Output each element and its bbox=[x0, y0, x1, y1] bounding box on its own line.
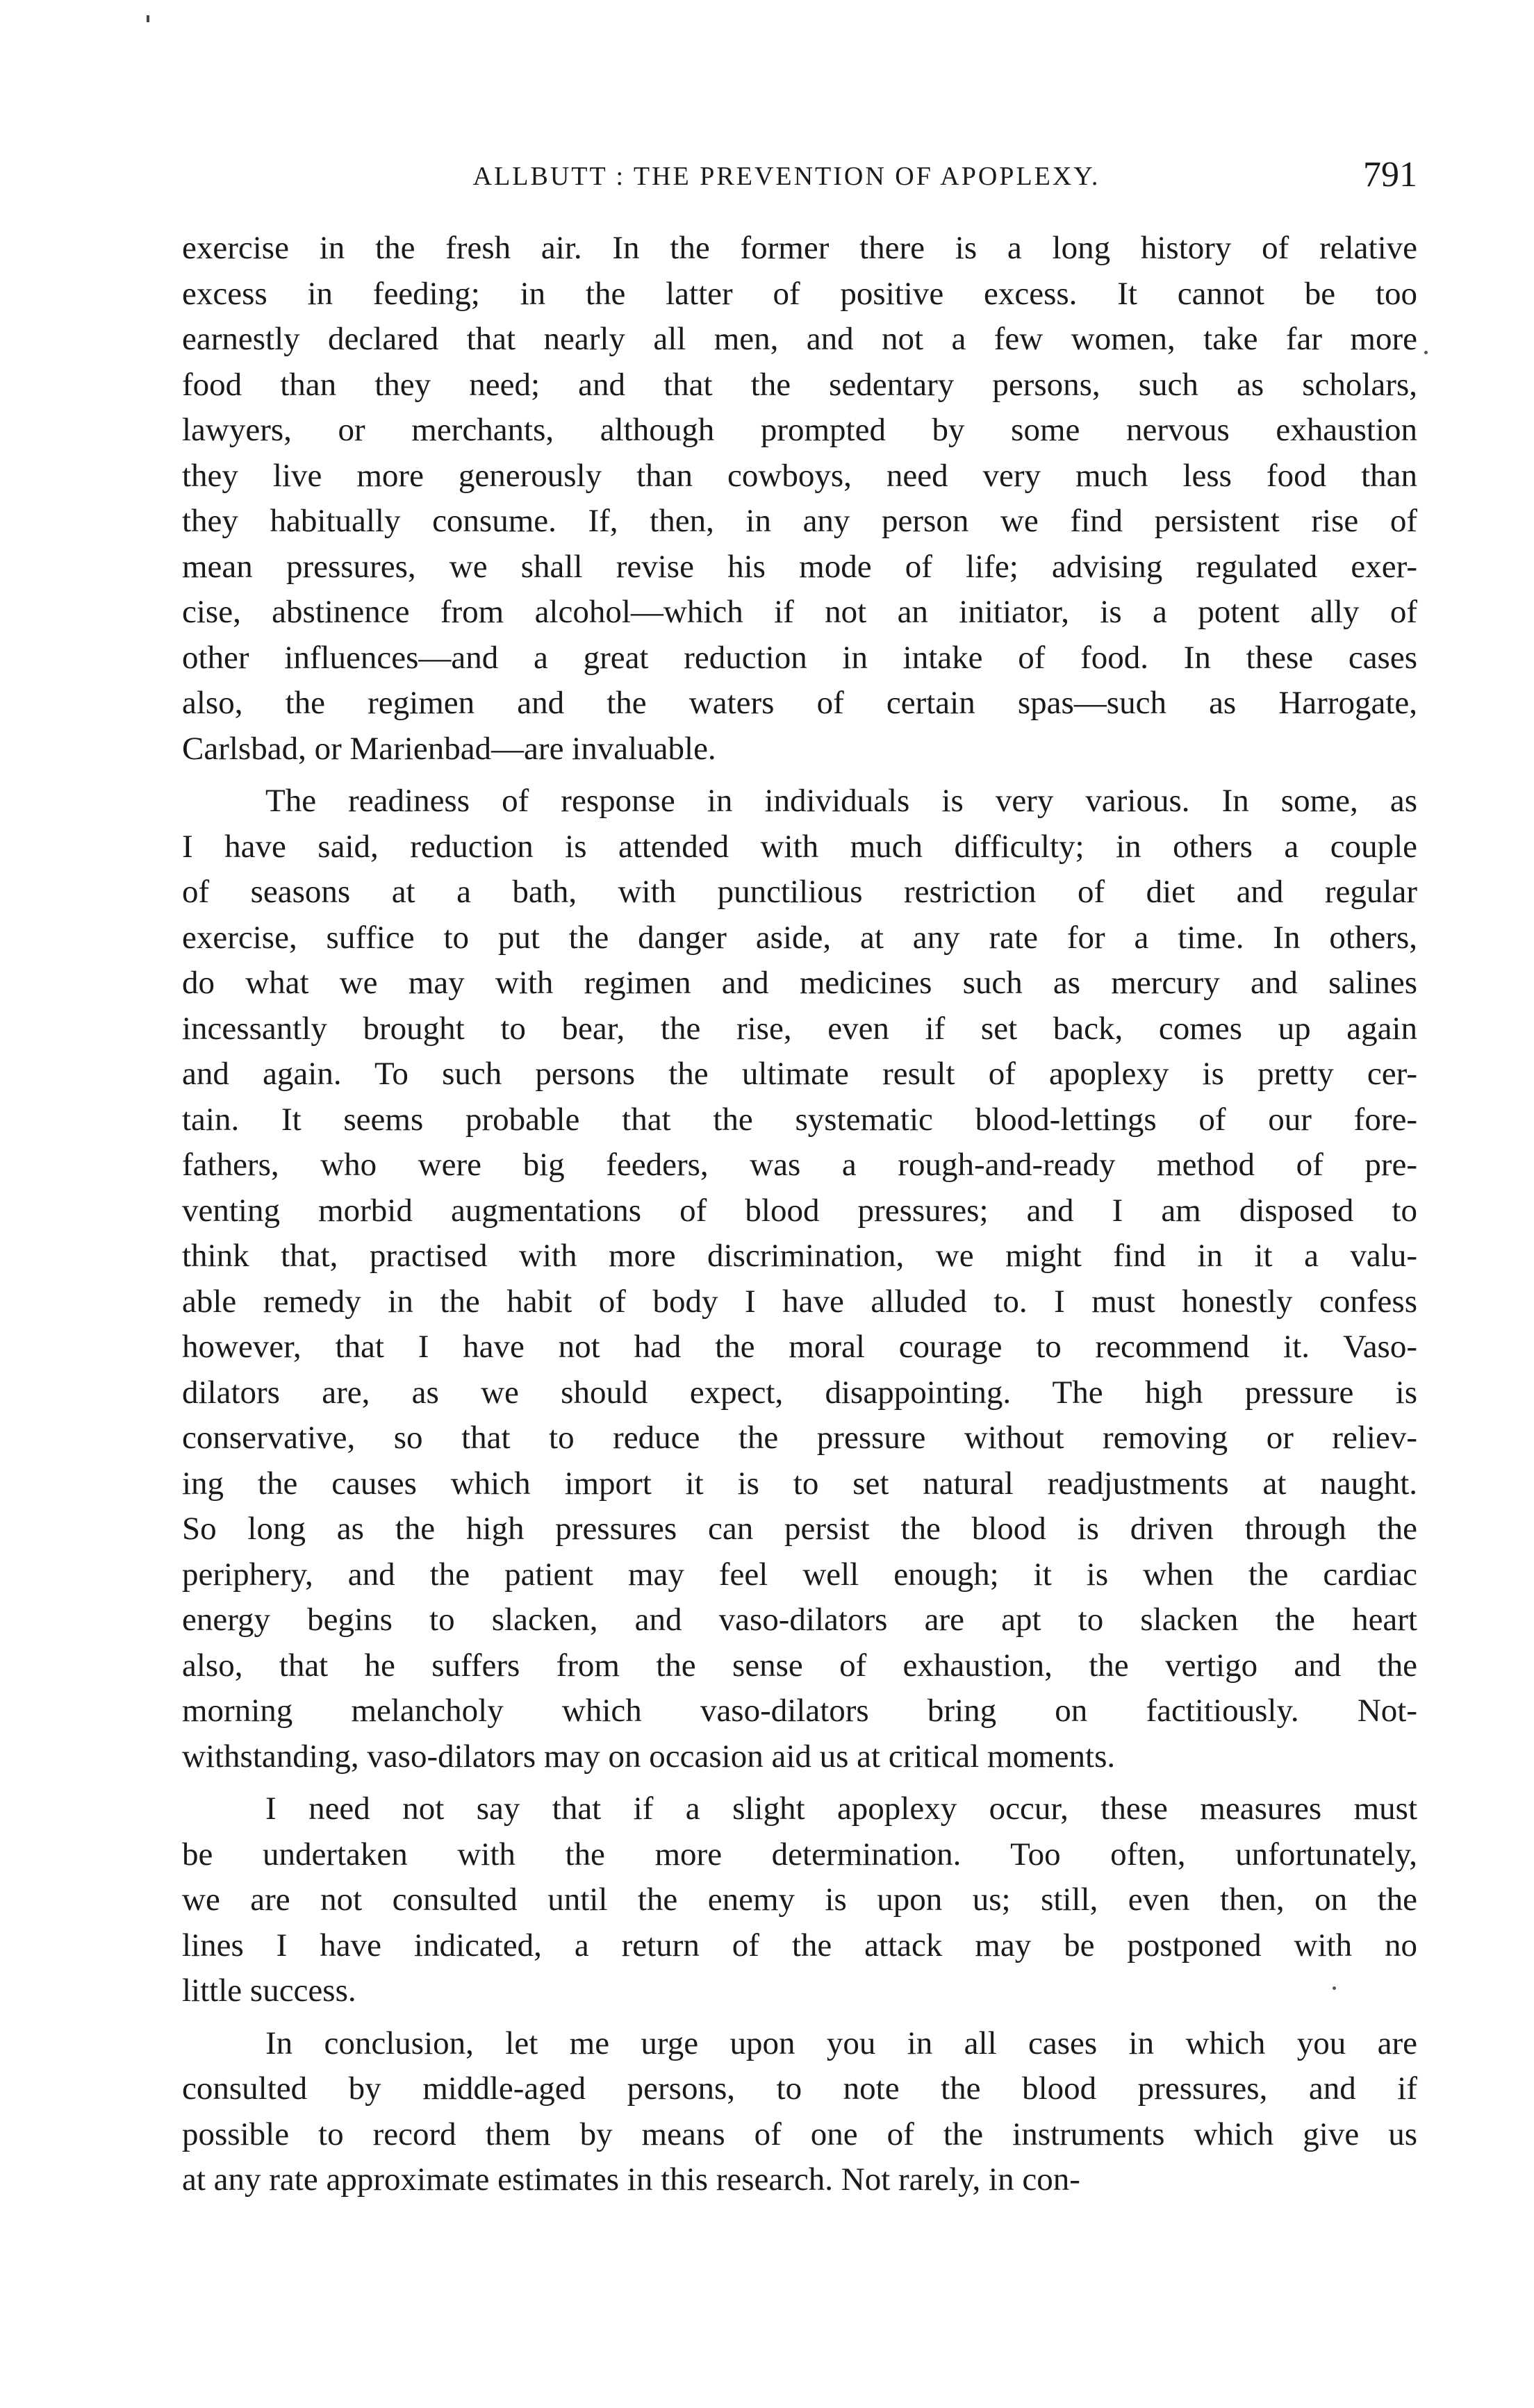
text-line: exercise, suffice to put the danger aside, at any rate for a time. In others, bbox=[182, 919, 1417, 956]
text-line: think that, practised with more discrimination, we might find in it a valu- bbox=[182, 1238, 1417, 1274]
paragraph bbox=[182, 2021, 1417, 2203]
text-line: and again. To such persons the ultimate result of apoplexy is pretty cer- bbox=[182, 1056, 1417, 1092]
text-line: In conclusion, let me urge upon you in all cases in which you are bbox=[265, 2025, 1417, 2061]
text-line: do what we may with regimen and medicines such as mercury and salines bbox=[182, 965, 1417, 1001]
text-line: at any rate approximate estimates in this research. Not rarely, in con- bbox=[182, 2161, 1080, 2198]
text-line: The readiness of response in individuals is very various. In some, as bbox=[265, 783, 1417, 819]
running-title: ALLBUTT : THE PREVENTION OF APOPLEXY. bbox=[472, 162, 1100, 191]
text-line: also, that he suffers from the sense of exhaustion, the vertigo and the bbox=[182, 1647, 1417, 1684]
paragraph bbox=[182, 1786, 1417, 2014]
text-line: of seasons at a bath, with punctilious restriction of diet and regular bbox=[182, 874, 1417, 910]
text-line: I need not say that if a slight apoplexy occur, these measures must bbox=[265, 1791, 1417, 1827]
text-line: fathers, who were big feeders, was a rough-and-ready method of pre- bbox=[182, 1147, 1417, 1183]
text-line: consulted by middle-aged persons, to note the blood pressures, and if bbox=[182, 2070, 1417, 2107]
text-line: So long as the high pressures can persist the blood is driven through the bbox=[182, 1511, 1417, 1547]
body-text bbox=[182, 226, 1417, 2203]
text-line: incessantly brought to bear, the rise, even if set back, comes up again bbox=[182, 1010, 1417, 1047]
stray-ink-mark bbox=[147, 15, 149, 22]
text-line: lawyers, or merchants, although prompted by some nervous exhaustion bbox=[182, 412, 1417, 448]
paragraph bbox=[182, 226, 1417, 772]
paragraph-gap bbox=[182, 2014, 1417, 2021]
paragraph-gap bbox=[182, 772, 1417, 779]
paragraph-gap bbox=[182, 1779, 1417, 1786]
text-line: exercise in the fresh air. In the former there is a long history of relative bbox=[182, 230, 1417, 266]
text-line: dilators are, as we should expect, disappointing. The high pressure is bbox=[182, 1374, 1417, 1411]
text-line: ing the causes which import it is to set natural readjustments at naught. bbox=[182, 1465, 1417, 1502]
text-line: energy begins to slacken, and vaso-dilators are apt to slacken the heart bbox=[182, 1602, 1417, 1638]
text-line: mean pressures, we shall revise his mode of life; advising regulated exer- bbox=[182, 548, 1417, 585]
text-line: Carlsbad, or Marienbad—are invaluable. bbox=[182, 730, 716, 767]
page-number: 791 bbox=[1363, 155, 1417, 194]
text-line: lines I have indicated, a return of the attack may be postponed with no bbox=[182, 1927, 1417, 1963]
text-line: able remedy in the habit of body I have alluded to. I must honestly confess bbox=[182, 1283, 1417, 1320]
paragraph bbox=[182, 779, 1417, 1779]
text-line: morning melancholy which vaso-dilators bring on factitiously. Not- bbox=[182, 1693, 1417, 1729]
text-line: other influences—and a great reduction in intake of food. In these cases bbox=[182, 639, 1417, 676]
text-line: we are not consulted until the enemy is upon us; still, even then, on the bbox=[182, 1882, 1417, 1918]
text-line: conservative, so that to reduce the pressure without removing or reliev- bbox=[182, 1420, 1417, 1456]
text-line: periphery, and the patient may feel well enough; it is when the cardiac bbox=[182, 1556, 1417, 1593]
text-line: they habitually consume. If, then, in any person we find persistent rise of bbox=[182, 503, 1417, 539]
text-line: cise, abstinence from alcohol—which if not an initiator, is a potent ally of bbox=[182, 594, 1417, 630]
running-header bbox=[182, 151, 1417, 193]
text-line: little success. bbox=[182, 1973, 356, 2009]
text-line: tain. It seems probable that the systematic blood-lettings of our fore- bbox=[182, 1101, 1417, 1138]
text-line: be undertaken with the more determination. Too often, unfortunately, bbox=[182, 1836, 1417, 1873]
text-line: I have said, reduction is attended with much difficulty; in others a couple bbox=[182, 828, 1417, 865]
stray-ink-dot bbox=[1424, 351, 1428, 354]
text-line: also, the regimen and the waters of certain spas—such as Harrogate, bbox=[182, 685, 1417, 721]
text-line: however, that I have not had the moral courage to recommend it. Vaso- bbox=[182, 1329, 1417, 1365]
text-line: withstanding, vaso-dilators may on occasion aid us at critical moments. bbox=[182, 1738, 1116, 1775]
text-line: earnestly declared that nearly all men, and not a few women, take far more bbox=[182, 321, 1417, 357]
text-line: food than they need; and that the sedentary persons, such as scholars, bbox=[182, 366, 1417, 403]
text-line: they live more generously than cowboys, need very much less food than bbox=[182, 457, 1417, 494]
text-line: venting morbid augmentations of blood pressures; and I am disposed to bbox=[182, 1192, 1417, 1229]
text-line: excess in feeding; in the latter of positive excess. It cannot be too bbox=[182, 275, 1417, 312]
text-line: possible to record them by means of one of the instruments which give us bbox=[182, 2116, 1417, 2152]
